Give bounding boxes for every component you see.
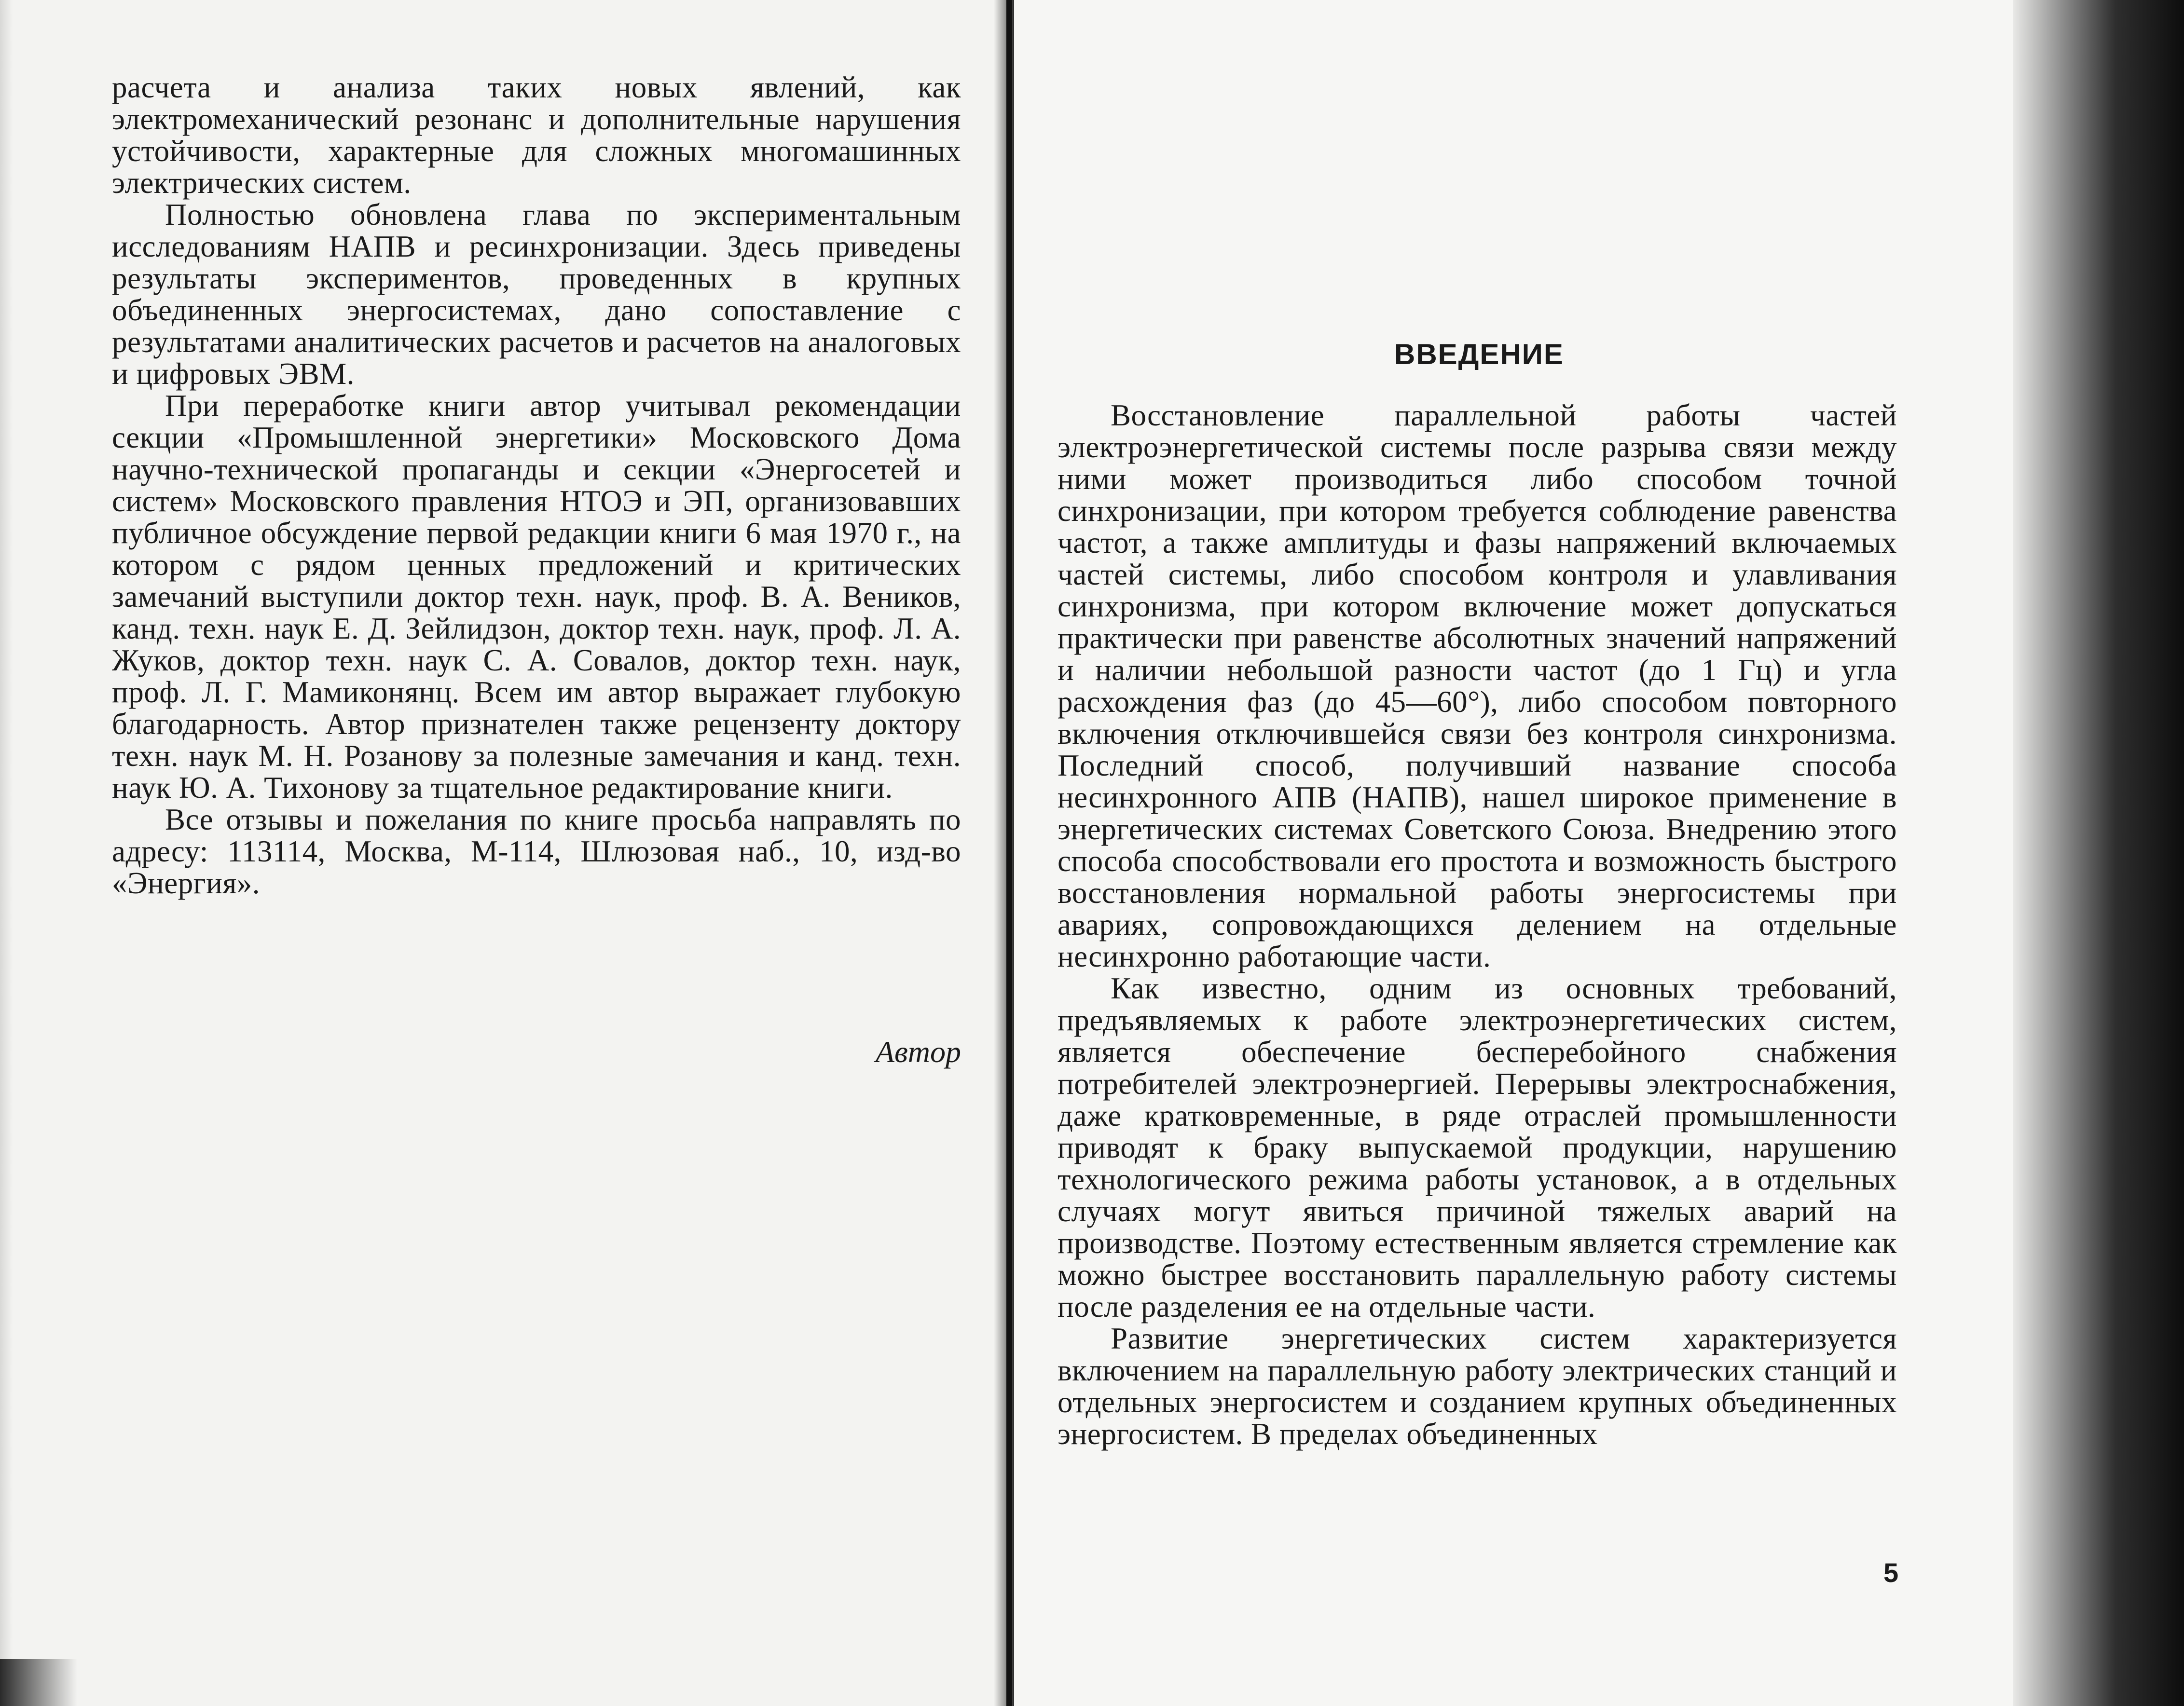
chapter-heading: ВВЕДЕНИЕ: [1394, 338, 1564, 370]
right-page-edge-shadow: [2013, 0, 2184, 1706]
paragraph-development: Развитие энергетических систем характеризуется включением на параллельную работу электрических станций и отдельных энергосистем и созданием крупных объединенных энергосистем. В пределах объединенных: [1058, 1322, 1897, 1451]
book-spine: [1006, 0, 1012, 1706]
paragraph-requirements: Как известно, одним из основных требований, предъявляемых к работе электроэнергетических систем, является обеспечение бесперебойного снабжения потребителей электроэнергией. Перерывы электроснабжения, даже кратковременные, в ряде отраслей промышленности приводят к браку выпускаемой продукции, нарушению технологического режима работы установок, а в отдельных случаях могут явиться причиной тяжелых аварий на производстве. Поэтому естественным является стремление как можно быстрее восстановить параллельную работу системы после разделения ее на отдельные части.: [1058, 971, 1897, 1324]
corner-shadow: [0, 1659, 77, 1706]
paragraph-napv-chapter: Полностью обновлена глава по экспериментальным исследованиям НАПВ и ресинхронизации. Здесь приведены результаты экспериментов, проведенных в крупных объединенных энергосистемах, дано сопоставление с результатами аналитических расчетов и расчетов на аналоговых и цифровых ЭВМ.: [112, 198, 961, 391]
left-page-edge: [0, 0, 13, 1706]
right-page-text: [1058, 399, 1897, 1450]
page-number: 5: [1883, 1557, 1899, 1588]
paragraph-continuation: расчета и анализа таких новых явлений, как электромеханический резонанс и дополнительные нарушения устойчивости, характерные для сложных многомашинных электрических систем.: [112, 70, 961, 200]
left-page-text: [112, 71, 961, 899]
paragraph-intro-restoration: Восстановление параллельной работы частей электроэнергетической системы после разрыва связи между ними может производиться либо способом точной синхронизации, при котором требуется соблюдение равенства частот, а также амплитуды и фазы напряжений включаемых частей системы, либо способом контроля и улавливания синхронизма, при котором включение может допускаться практически при равенстве абсолютных значений напряжений и наличии небольшой разности частот (до 1 Гц) и угла расхождения фаз (до 45—60°), либо способом повторного включения отключившейся связи без контроля синхронизма. Последний способ, получивший название способа несинхронного АПВ (НАПВ), нашел широкое применение в энергетических системах Советского Союза. Внедрению этого способа способствовали его простота и возможность быстрого восстановления нормальной работы энергосистемы при авариях, сопровождающихся делением на отдельные несинхронно работающие части.: [1058, 398, 1897, 973]
author-signature: Автор: [875, 1035, 961, 1069]
paragraph-feedback-address: Все отзывы и пожелания по книге просьба направлять по адресу: 113114, Москва, М-114, Шлюзовая наб., 10, изд-во «Энергия».: [112, 803, 961, 900]
paragraph-acknowledgements: При переработке книги автор учитывал рекомендации секции «Промышленной энергетики» Московского Дома научно-технической пропаганды и секции «Энергосетей и систем» Московского правления НТОЭ и ЭП, организовавших публичное обсуждение первой редакции книги 6 мая 1970 г., на котором с рядом ценных предложений и критических замечаний выступили доктор техн. наук, проф. В. А. Веников, канд. техн. наук Е. Д. Зейлидзон, доктор техн. наук, проф. Л. А. Жуков, доктор техн. наук С. А. Совалов, доктор техн. наук, проф. Л. Г. Мамиконянц. Всем им автор выражает глубокую благодарность. Автор признателен также рецензенту доктору техн. наук М. Н. Розанову за полезные замечания и канд. техн. наук Ю. А. Тихонову за тщательное редактирование книги.: [112, 389, 961, 805]
